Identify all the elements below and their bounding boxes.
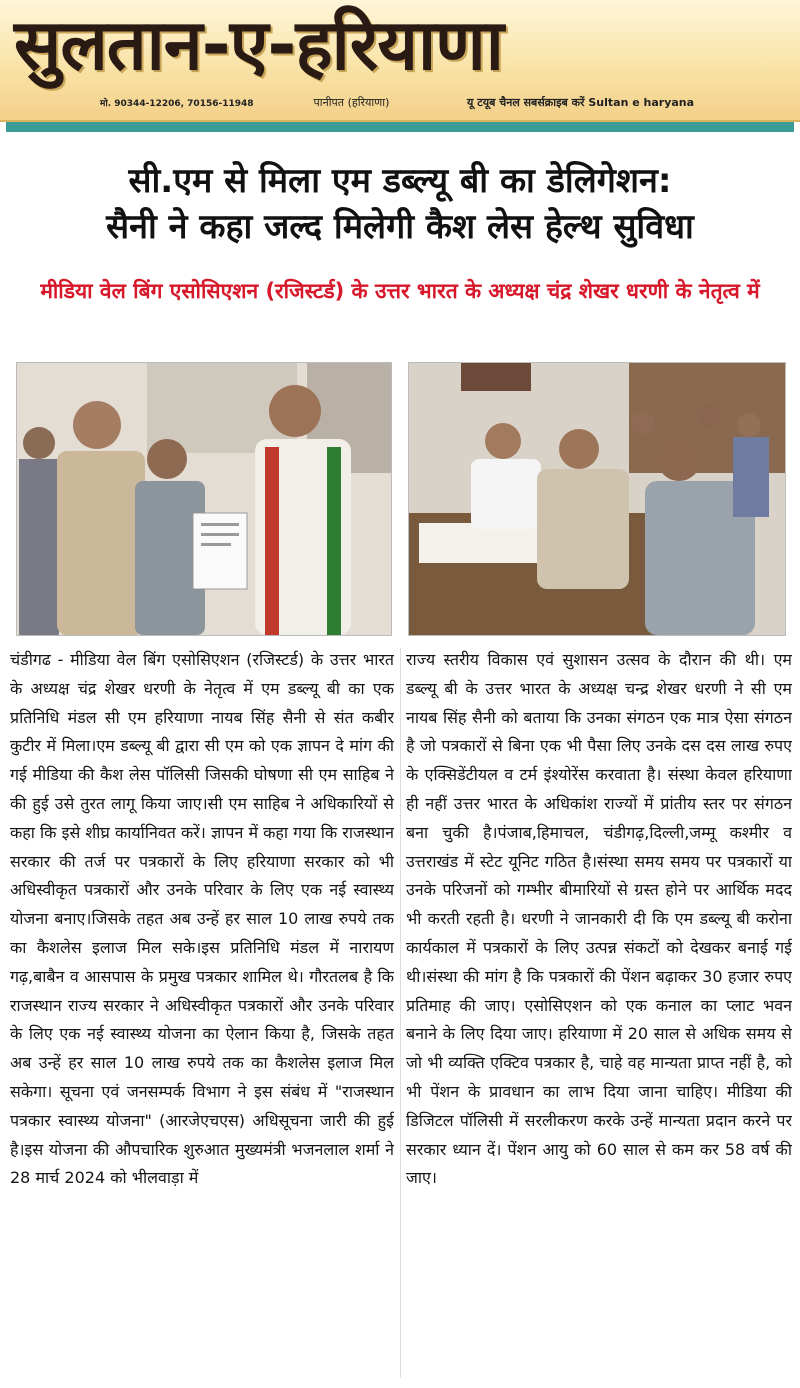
article-headline	[0, 158, 800, 250]
masthead-info-bar	[100, 94, 790, 112]
masthead-city: पानीपत (हरियाणा)	[313, 96, 390, 109]
article-subheadline: मीडिया वेल बिंग एसोसिएशन (रजिस्टर्ड) के उत्तर भारत के अध्यक्ष चंद्र शेखर धरणी के नेतृत्व में	[40, 279, 760, 303]
article-body	[0, 646, 800, 1388]
article-column-right	[406, 646, 792, 1388]
article-column-left	[10, 646, 394, 1388]
photo-memorandum-handover	[16, 362, 392, 636]
masthead-phone: मो. 90344-12206, 70156-11948	[100, 99, 254, 109]
masthead-youtube: यू टयूब चैनल सबर्सक्राइब करें Sultan e haryana	[467, 96, 695, 109]
newspaper-title: सुलतान-ए-हरियाणा	[14, 4, 503, 86]
headline-line-2: सैनी ने कहा जल्द मिलेगी कैश लेस हेल्थ सुविधा	[106, 207, 694, 247]
article-column-right-text: राज्य स्तरीय विकास एवं सुशासन उत्सव के दौरान की थी। एम डब्ल्यू बी के उत्तर भारत के अध्यक्ष चन्द्र शेखर धरणी ने सी एम नायब सिंह सैनी को बताया कि उनका संगठन एक मात्र ऐसा संगठन है जो पत्रकारों से बिना एक भी पैसा लिए उनके दस दस लाख रुपए के एक्सिडेंटीयल व टर्म इंश्योरेंस करवाता है। संस्था केवल हरियाणा ही नहीं उत्तर भारत के अधिकांश राज्यों में प्रांतीय स्तर पर संगठन बना चुकी है।पंजाब,हिमाचल, चंडीगढ़,दिल्ली,जम्मू कश्मीर व उत्तराखंड में स्टेट यूनिट गठित है।संस्था समय समय पर पत्रकारों या उनके परिजनों को गम्भीर बीमारियों से ग्रस्त होने पर आर्थिक मदद भी करती रहती है। धरणी ने जानकारी दी कि एम डब्ल्यू बी करोना कार्यकाल में पत्रकारों के लिए उत्पन्न संकटों को देखकर बनाई गई थी।संस्था की मांग है कि पत्रकारों की पेंशन बढ़ाकर 30 हजार रुपए प्रतिमाह की जाए। एसोसिएशन को एक कनाल का प्लाट भवन बनाने के लिए दिया जाए। हरियाणा में 20 साल से अधिक समय से जो भी व्यक्ति एक्टिव पत्रकार है, चाहे वह मान्यता प्राप्त नहीं है, को भी पेंशन के प्रावधान का लाभ दिया जाना चाहिए। मीडिया की डिजिटल पॉलिसी में सरलीकरण करके उन्हें मान्यता प्रदान करने पर सरकार ध्यान दें। पेंशन आयु को 60 साल से कम कर 58 वर्ष की जाए।	[406, 650, 792, 1188]
masthead	[0, 0, 800, 122]
accent-bar	[6, 122, 794, 132]
headline-line-1: सी.एम से मिला एम डब्ल्यू बी का डेलिगेशन:	[128, 161, 672, 201]
article-column-left-text: चंडीगढ - मीडिया वेल बिंग एसोसिएशन (रजिस्टर्ड) के उत्तर भारत के अध्यक्ष चंद्र शेखर धरणी के नेतृत्व में एम डब्ल्यू बी का एक प्रतिनिधि मंडल सी एम हरियाणा नायब सिंह सैनी से संत कबीर कुटीर में मिला।एम डब्ल्यू बी द्वारा सी एम को एक ज्ञापन दे मांग की गई मीडिया की कैश लेस पॉलिसी जिसकी घोषणा सी एम साहिब ने की हुई उसे तुरत लागू किया जाए।सी एम साहिब ने अधिकारियों से कहा कि इसे शीघ्र कार्यानिवत करें। ज्ञापन में कहा गया कि राजस्थान सरकार की तर्ज पर पत्रकारों के लिए हरियाणा सरकार को भी अधिस्वीकृत पत्रकारों और उनके परिवार के लिए एक नई स्वास्थ्य योजना बनाए।जिसके तहत अब उन्हें हर साल 10 लाख रुपये तक का कैशलेस इलाज मिल सके।इस प्रतिनिधि मंडल में नारायण गढ़,बाबैन व आसपास के प्रमुख पत्रकार शामिल थे। गौरतलब है कि राजस्थान राज्य सरकार ने अधिस्वीकृत पत्रकारों और उनके परिवार के लिए एक नई स्वास्थ्य योजना का ऐलान किया है, जिसके तहत अब उन्हें हर साल 10 लाख रुपये तक का कैशलेस इलाज मिल सकेगा। सूचना एवं जनसम्पर्क विभाग ने इस संबंध में "राजस्थान पत्रकार स्वास्थ्य योजना" (आरजेएचएस) अधिसूचना जारी की हुई है।इस योजना की औपचारिक शुरुआत मुख्यमंत्री भजनलाल शर्मा ने 28 मार्च 2024 को भीलवाड़ा में	[10, 650, 394, 1188]
photo-meeting-table	[408, 362, 786, 636]
